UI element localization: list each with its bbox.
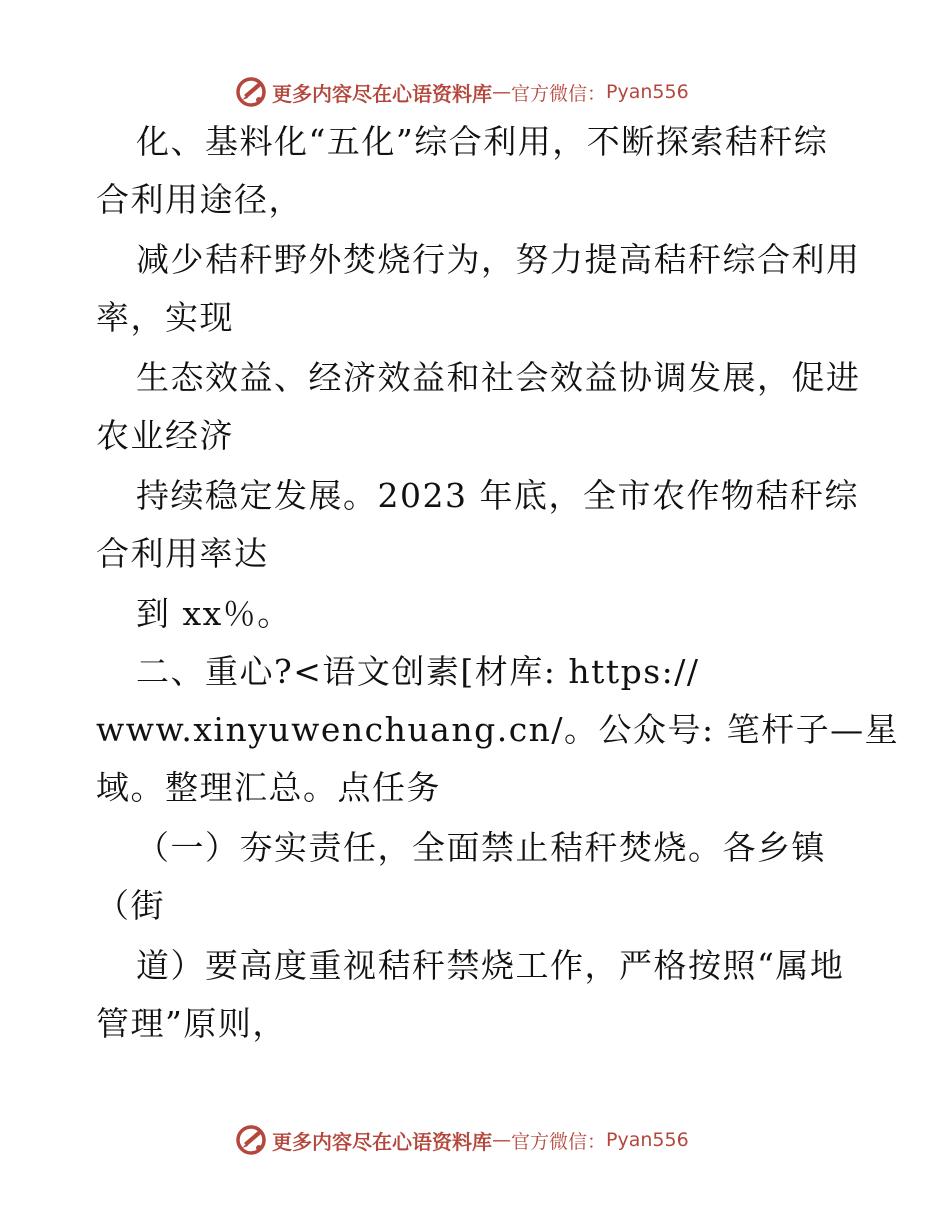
library-logo-icon: [234, 74, 270, 110]
watermark-wechat-label: 官方微信：: [511, 1130, 607, 1153]
text-line: 道）要高度重视秸秆禁烧工作，严格按照“属地: [136, 946, 845, 985]
text-line: 持续稳定发展。2023 年底，全市农作物秸秆综: [136, 476, 859, 515]
watermark-wechat-label: 官方微信：: [511, 82, 607, 105]
text-line: 管理”原则，: [96, 1004, 287, 1043]
watermark-dash: —: [492, 81, 511, 103]
footer-watermark: [234, 1120, 689, 1160]
text-line: 合利用途径，: [96, 180, 303, 219]
text-line: 减少秸秆野外焚烧行为，努力提高秸秆综合利用: [136, 240, 861, 279]
watermark-dash: —: [492, 1129, 511, 1151]
text-line: 合利用率达: [96, 534, 269, 573]
text-line: （街: [96, 886, 165, 925]
watermark-wechat-id: Pyan556: [606, 1129, 689, 1151]
watermark-title: 更多内容尽在心语资料库: [272, 1129, 492, 1154]
text-line: 化、基料化“五化”综合利用，不断探索秸秆综: [136, 122, 829, 161]
library-logo-icon: [234, 1122, 270, 1158]
text-line: （一）夯实责任，全面禁止秸秆焚烧。各乡镇: [136, 828, 826, 867]
text-line: 生态效益、经济效益和社会效益协调发展，促进: [136, 358, 861, 397]
text-line: 农业经济: [96, 416, 234, 455]
header-watermark: [234, 72, 689, 112]
text-line: www.xinyuwenchuang.cn/。公众号: 笔杆子—星: [96, 710, 900, 749]
watermark-wechat-id: Pyan556: [606, 81, 689, 103]
text-line: 率，实现: [96, 298, 234, 337]
text-line: 域。整理汇总。点任务: [96, 768, 441, 807]
text-line: 二、重心?<语文创素[材库: https://: [136, 652, 700, 691]
watermark-title: 更多内容尽在心语资料库: [272, 81, 492, 106]
text-line: 到 xx％。: [136, 594, 292, 633]
